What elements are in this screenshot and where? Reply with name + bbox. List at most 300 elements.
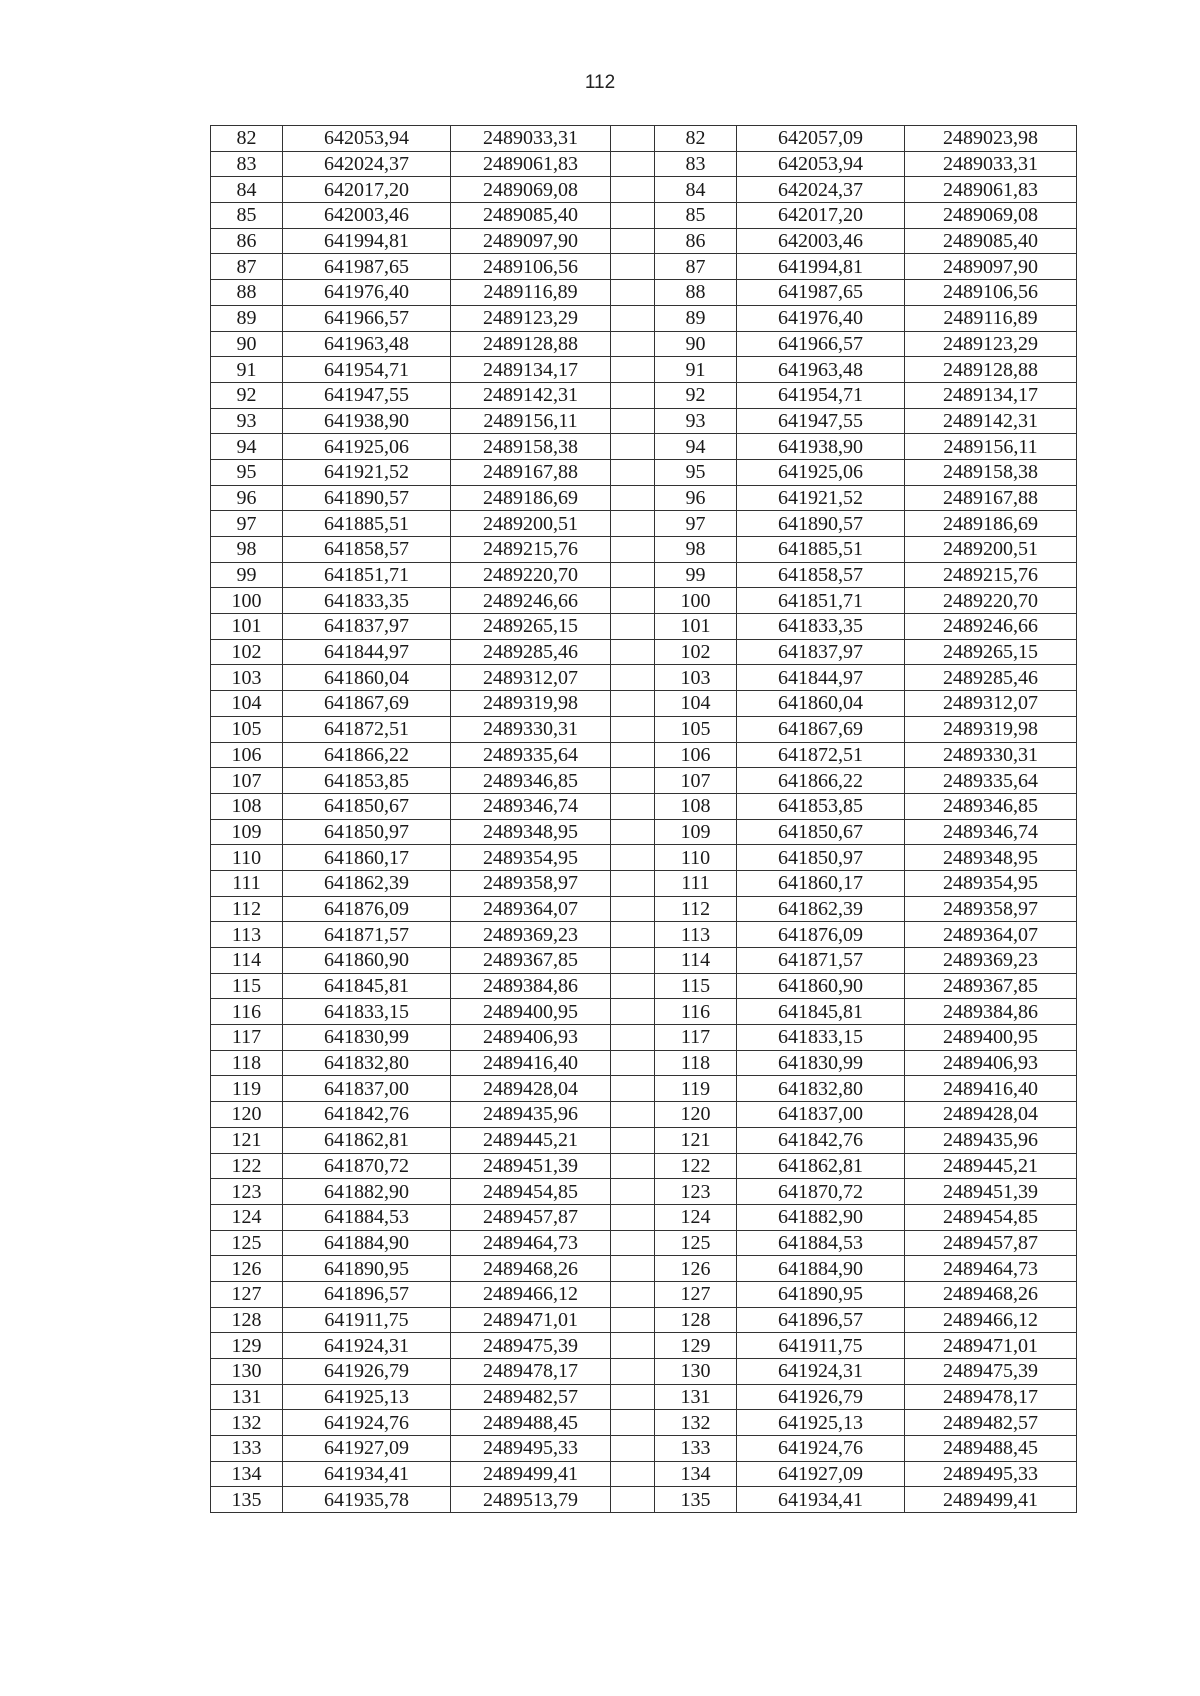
table-row [211,1307,1077,1333]
point-number-cell: 125 [211,1230,283,1256]
y-coordinate-right-cell: 2489354,95 [905,870,1077,896]
point-number-cell: 132 [211,1410,283,1436]
spacer-cell [611,254,655,280]
point-number-right-cell: 120 [655,1102,737,1128]
table-row [211,203,1077,229]
x-coordinate-right-cell: 641994,81 [737,254,905,280]
y-coordinate-cell: 2489384,86 [451,973,611,999]
x-coordinate-right-cell: 641845,81 [737,999,905,1025]
x-coordinate-right-cell: 641882,90 [737,1204,905,1230]
table-row [211,1436,1077,1462]
x-coordinate-cell: 641911,75 [283,1307,451,1333]
point-number-cell: 105 [211,716,283,742]
point-number-right-cell: 114 [655,948,737,974]
x-coordinate-cell: 641927,09 [283,1436,451,1462]
spacer-cell [611,1307,655,1333]
point-number-right-cell: 127 [655,1281,737,1307]
table-row [211,973,1077,999]
x-coordinate-cell: 641870,72 [283,1153,451,1179]
point-number-cell: 110 [211,845,283,871]
x-coordinate-cell: 641851,71 [283,562,451,588]
y-coordinate-cell: 2489464,73 [451,1230,611,1256]
y-coordinate-right-cell: 2489445,21 [905,1153,1077,1179]
spacer-cell [611,1436,655,1462]
spacer-cell [611,1153,655,1179]
x-coordinate-cell: 641860,17 [283,845,451,871]
x-coordinate-cell: 641830,99 [283,1025,451,1051]
coordinates-table-body [211,126,1077,1513]
y-coordinate-right-cell: 2489265,15 [905,639,1077,665]
y-coordinate-cell: 2489128,88 [451,331,611,357]
x-coordinate-right-cell: 641851,71 [737,588,905,614]
spacer-cell [611,588,655,614]
y-coordinate-cell: 2489220,70 [451,562,611,588]
spacer-cell [611,331,655,357]
y-coordinate-cell: 2489061,83 [451,151,611,177]
x-coordinate-cell: 641885,51 [283,511,451,537]
x-coordinate-cell: 641862,39 [283,870,451,896]
table-row [211,1102,1077,1128]
point-number-cell: 135 [211,1487,283,1513]
y-coordinate-cell: 2489495,33 [451,1436,611,1462]
table-row [211,742,1077,768]
y-coordinate-right-cell: 2489435,96 [905,1127,1077,1153]
point-number-right-cell: 128 [655,1307,737,1333]
spacer-cell [611,1025,655,1051]
spacer-cell [611,408,655,434]
y-coordinate-cell: 2489348,95 [451,819,611,845]
x-coordinate-cell: 641938,90 [283,408,451,434]
y-coordinate-cell: 2489428,04 [451,1076,611,1102]
table-row [211,999,1077,1025]
point-number-cell: 120 [211,1102,283,1128]
x-coordinate-cell: 641832,80 [283,1050,451,1076]
y-coordinate-right-cell: 2489312,07 [905,691,1077,717]
page-number: 112 [584,72,616,93]
y-coordinate-cell: 2489513,79 [451,1487,611,1513]
y-coordinate-right-cell: 2489400,95 [905,1025,1077,1051]
point-number-cell: 133 [211,1436,283,1462]
point-number-cell: 84 [211,177,283,203]
x-coordinate-right-cell: 641925,06 [737,459,905,485]
table-row [211,588,1077,614]
y-coordinate-cell: 2489445,21 [451,1127,611,1153]
x-coordinate-cell: 641837,00 [283,1076,451,1102]
x-coordinate-right-cell: 641876,09 [737,922,905,948]
point-number-right-cell: 100 [655,588,737,614]
x-coordinate-cell: 641884,53 [283,1204,451,1230]
x-coordinate-cell: 641860,04 [283,665,451,691]
x-coordinate-right-cell: 641938,90 [737,434,905,460]
y-coordinate-cell: 2489123,29 [451,305,611,331]
y-coordinate-right-cell: 2489384,86 [905,999,1077,1025]
point-number-right-cell: 83 [655,151,737,177]
point-number-cell: 82 [211,126,283,152]
x-coordinate-cell: 641862,81 [283,1127,451,1153]
y-coordinate-right-cell: 2489335,64 [905,768,1077,794]
spacer-cell [611,1487,655,1513]
table-row [211,1410,1077,1436]
y-coordinate-cell: 2489335,64 [451,742,611,768]
table-row [211,948,1077,974]
point-number-right-cell: 133 [655,1436,737,1462]
point-number-right-cell: 109 [655,819,737,845]
spacer-cell [611,973,655,999]
y-coordinate-cell: 2489200,51 [451,511,611,537]
x-coordinate-right-cell: 641860,17 [737,870,905,896]
x-coordinate-cell: 641871,57 [283,922,451,948]
y-coordinate-right-cell: 2489367,85 [905,973,1077,999]
x-coordinate-cell: 641882,90 [283,1179,451,1205]
x-coordinate-right-cell: 641833,35 [737,614,905,640]
point-number-cell: 131 [211,1384,283,1410]
spacer-cell [611,228,655,254]
y-coordinate-cell: 2489156,11 [451,408,611,434]
y-coordinate-right-cell: 2489457,87 [905,1230,1077,1256]
y-coordinate-right-cell: 2489428,04 [905,1102,1077,1128]
y-coordinate-right-cell: 2489061,83 [905,177,1077,203]
x-coordinate-right-cell: 641860,04 [737,691,905,717]
x-coordinate-cell: 642024,37 [283,151,451,177]
x-coordinate-cell: 641994,81 [283,228,451,254]
point-number-cell: 96 [211,485,283,511]
spacer-cell [611,768,655,794]
y-coordinate-right-cell: 2489167,88 [905,485,1077,511]
y-coordinate-right-cell: 2489478,17 [905,1384,1077,1410]
x-coordinate-cell: 641963,48 [283,331,451,357]
point-number-cell: 108 [211,793,283,819]
point-number-right-cell: 91 [655,357,737,383]
y-coordinate-right-cell: 2489464,73 [905,1256,1077,1282]
x-coordinate-right-cell: 641911,75 [737,1333,905,1359]
table-row [211,1076,1077,1102]
point-number-right-cell: 89 [655,305,737,331]
y-coordinate-cell: 2489319,98 [451,691,611,717]
y-coordinate-right-cell: 2489499,41 [905,1487,1077,1513]
point-number-cell: 111 [211,870,283,896]
x-coordinate-right-cell: 641963,48 [737,357,905,383]
point-number-right-cell: 86 [655,228,737,254]
table-row [211,922,1077,948]
point-number-cell: 109 [211,819,283,845]
point-number-cell: 98 [211,537,283,563]
x-coordinate-cell: 641842,76 [283,1102,451,1128]
point-number-right-cell: 95 [655,459,737,485]
table-row [211,1025,1077,1051]
table-row [211,1153,1077,1179]
point-number-right-cell: 125 [655,1230,737,1256]
table-row [211,768,1077,794]
y-coordinate-cell: 2489471,01 [451,1307,611,1333]
point-number-cell: 88 [211,280,283,306]
point-number-cell: 128 [211,1307,283,1333]
spacer-cell [611,1050,655,1076]
table-row [211,1204,1077,1230]
point-number-right-cell: 103 [655,665,737,691]
x-coordinate-right-cell: 641862,39 [737,896,905,922]
table-row [211,126,1077,152]
spacer-cell [611,305,655,331]
table-row [211,459,1077,485]
x-coordinate-cell: 641926,79 [283,1359,451,1385]
x-coordinate-right-cell: 641862,81 [737,1153,905,1179]
spacer-cell [611,126,655,152]
point-number-right-cell: 126 [655,1256,737,1282]
x-coordinate-right-cell: 641896,57 [737,1307,905,1333]
y-coordinate-cell: 2489457,87 [451,1204,611,1230]
x-coordinate-right-cell: 641866,22 [737,768,905,794]
x-coordinate-cell: 641845,81 [283,973,451,999]
y-coordinate-cell: 2489085,40 [451,203,611,229]
y-coordinate-cell: 2489142,31 [451,382,611,408]
y-coordinate-cell: 2489354,95 [451,845,611,871]
x-coordinate-cell: 641954,71 [283,357,451,383]
point-number-cell: 117 [211,1025,283,1051]
y-coordinate-right-cell: 2489200,51 [905,537,1077,563]
table-row [211,562,1077,588]
x-coordinate-right-cell: 641884,90 [737,1256,905,1282]
table-row [211,845,1077,871]
y-coordinate-cell: 2489330,31 [451,716,611,742]
point-number-cell: 107 [211,768,283,794]
point-number-right-cell: 104 [655,691,737,717]
table-row [211,305,1077,331]
x-coordinate-right-cell: 642017,20 [737,203,905,229]
x-coordinate-right-cell: 641871,57 [737,948,905,974]
y-coordinate-right-cell: 2489097,90 [905,254,1077,280]
table-row [211,1461,1077,1487]
x-coordinate-cell: 641921,52 [283,459,451,485]
spacer-cell [611,742,655,768]
y-coordinate-cell: 2489475,39 [451,1333,611,1359]
table-row [211,1487,1077,1513]
table-row [211,1256,1077,1282]
x-coordinate-right-cell: 641954,71 [737,382,905,408]
table-row [211,434,1077,460]
spacer-cell [611,1384,655,1410]
point-number-right-cell: 122 [655,1153,737,1179]
point-number-cell: 92 [211,382,283,408]
x-coordinate-right-cell: 641860,90 [737,973,905,999]
point-number-cell: 114 [211,948,283,974]
y-coordinate-right-cell: 2489330,31 [905,742,1077,768]
point-number-right-cell: 93 [655,408,737,434]
point-number-right-cell: 110 [655,845,737,871]
y-coordinate-right-cell: 2489482,57 [905,1410,1077,1436]
y-coordinate-right-cell: 2489158,38 [905,459,1077,485]
y-coordinate-right-cell: 2489215,76 [905,562,1077,588]
x-coordinate-right-cell: 641926,79 [737,1384,905,1410]
point-number-cell: 130 [211,1359,283,1385]
x-coordinate-cell: 641850,67 [283,793,451,819]
table-row [211,1359,1077,1385]
table-row [211,177,1077,203]
y-coordinate-right-cell: 2489156,11 [905,434,1077,460]
y-coordinate-cell: 2489186,69 [451,485,611,511]
x-coordinate-cell: 641966,57 [283,305,451,331]
y-coordinate-cell: 2489466,12 [451,1281,611,1307]
point-number-cell: 89 [211,305,283,331]
table-row [211,357,1077,383]
y-coordinate-cell: 2489478,17 [451,1359,611,1385]
table-row [211,228,1077,254]
y-coordinate-cell: 2489134,17 [451,357,611,383]
table-row [211,1384,1077,1410]
table-row [211,254,1077,280]
y-coordinate-cell: 2489406,93 [451,1025,611,1051]
table-row [211,1333,1077,1359]
x-coordinate-cell: 641833,15 [283,999,451,1025]
y-coordinate-cell: 2489069,08 [451,177,611,203]
x-coordinate-cell: 641890,57 [283,485,451,511]
point-number-right-cell: 90 [655,331,737,357]
point-number-right-cell: 102 [655,639,737,665]
x-coordinate-cell: 642017,20 [283,177,451,203]
y-coordinate-right-cell: 2489134,17 [905,382,1077,408]
point-number-cell: 104 [211,691,283,717]
x-coordinate-right-cell: 641858,57 [737,562,905,588]
spacer-cell [611,151,655,177]
spacer-cell [611,382,655,408]
table-row [211,1179,1077,1205]
point-number-right-cell: 118 [655,1050,737,1076]
y-coordinate-right-cell: 2489348,95 [905,845,1077,871]
point-number-cell: 94 [211,434,283,460]
table-row [211,1281,1077,1307]
spacer-cell [611,203,655,229]
y-coordinate-cell: 2489482,57 [451,1384,611,1410]
point-number-cell: 91 [211,357,283,383]
x-coordinate-right-cell: 641844,97 [737,665,905,691]
y-coordinate-right-cell: 2489495,33 [905,1461,1077,1487]
x-coordinate-cell: 641837,97 [283,614,451,640]
y-coordinate-cell: 2489358,97 [451,870,611,896]
spacer-cell [611,639,655,665]
point-number-cell: 124 [211,1204,283,1230]
table-row [211,408,1077,434]
x-coordinate-right-cell: 641850,97 [737,845,905,871]
y-coordinate-right-cell: 2489475,39 [905,1359,1077,1385]
point-number-right-cell: 85 [655,203,737,229]
point-number-right-cell: 99 [655,562,737,588]
point-number-right-cell: 97 [655,511,737,537]
point-number-right-cell: 132 [655,1410,737,1436]
spacer-cell [611,357,655,383]
spacer-cell [611,1127,655,1153]
point-number-right-cell: 88 [655,280,737,306]
y-coordinate-right-cell: 2489346,74 [905,819,1077,845]
x-coordinate-right-cell: 641837,00 [737,1102,905,1128]
y-coordinate-right-cell: 2489033,31 [905,151,1077,177]
y-coordinate-right-cell: 2489346,85 [905,793,1077,819]
x-coordinate-right-cell: 641921,52 [737,485,905,511]
point-number-right-cell: 105 [655,716,737,742]
x-coordinate-cell: 641976,40 [283,280,451,306]
table-row [211,870,1077,896]
spacer-cell [611,1410,655,1436]
table-row [211,819,1077,845]
table-row [211,665,1077,691]
y-coordinate-right-cell: 2489416,40 [905,1076,1077,1102]
y-coordinate-right-cell: 2489106,56 [905,280,1077,306]
spacer-cell [611,1333,655,1359]
x-coordinate-cell: 641935,78 [283,1487,451,1513]
spacer-cell [611,485,655,511]
x-coordinate-right-cell: 641853,85 [737,793,905,819]
point-number-right-cell: 129 [655,1333,737,1359]
x-coordinate-cell: 641876,09 [283,896,451,922]
spacer-cell [611,1204,655,1230]
x-coordinate-cell: 641866,22 [283,742,451,768]
x-coordinate-right-cell: 641870,72 [737,1179,905,1205]
table-row [211,716,1077,742]
y-coordinate-right-cell: 2489023,98 [905,126,1077,152]
point-number-right-cell: 115 [655,973,737,999]
y-coordinate-right-cell: 2489069,08 [905,203,1077,229]
y-coordinate-cell: 2489468,26 [451,1256,611,1282]
x-coordinate-right-cell: 642057,09 [737,126,905,152]
x-coordinate-cell: 641844,97 [283,639,451,665]
point-number-right-cell: 134 [655,1461,737,1487]
point-number-right-cell: 113 [655,922,737,948]
x-coordinate-cell: 641934,41 [283,1461,451,1487]
x-coordinate-cell: 642053,94 [283,126,451,152]
point-number-right-cell: 121 [655,1127,737,1153]
y-coordinate-cell: 2489346,74 [451,793,611,819]
point-number-cell: 101 [211,614,283,640]
table-row [211,639,1077,665]
point-number-right-cell: 117 [655,1025,737,1051]
point-number-right-cell: 116 [655,999,737,1025]
spacer-cell [611,665,655,691]
x-coordinate-right-cell: 641837,97 [737,639,905,665]
point-number-right-cell: 107 [655,768,737,794]
y-coordinate-right-cell: 2489406,93 [905,1050,1077,1076]
x-coordinate-right-cell: 641924,76 [737,1436,905,1462]
point-number-right-cell: 84 [655,177,737,203]
point-number-right-cell: 135 [655,1487,737,1513]
point-number-cell: 99 [211,562,283,588]
coordinates-table [210,125,1077,1513]
table-row [211,382,1077,408]
x-coordinate-right-cell: 641830,99 [737,1050,905,1076]
x-coordinate-cell: 641853,85 [283,768,451,794]
point-number-right-cell: 112 [655,896,737,922]
x-coordinate-right-cell: 641872,51 [737,742,905,768]
spacer-cell [611,1359,655,1385]
x-coordinate-cell: 641833,35 [283,588,451,614]
x-coordinate-right-cell: 641884,53 [737,1230,905,1256]
table-row [211,793,1077,819]
spacer-cell [611,562,655,588]
y-coordinate-cell: 2489116,89 [451,280,611,306]
x-coordinate-right-cell: 641987,65 [737,280,905,306]
point-number-cell: 126 [211,1256,283,1282]
point-number-cell: 90 [211,331,283,357]
y-coordinate-right-cell: 2489220,70 [905,588,1077,614]
spacer-cell [611,537,655,563]
x-coordinate-right-cell: 641966,57 [737,331,905,357]
point-number-cell: 122 [211,1153,283,1179]
point-number-cell: 87 [211,254,283,280]
y-coordinate-cell: 2489367,85 [451,948,611,974]
point-number-right-cell: 98 [655,537,737,563]
x-coordinate-right-cell: 641890,95 [737,1281,905,1307]
y-coordinate-right-cell: 2489116,89 [905,305,1077,331]
point-number-cell: 112 [211,896,283,922]
y-coordinate-cell: 2489097,90 [451,228,611,254]
spacer-cell [611,1281,655,1307]
